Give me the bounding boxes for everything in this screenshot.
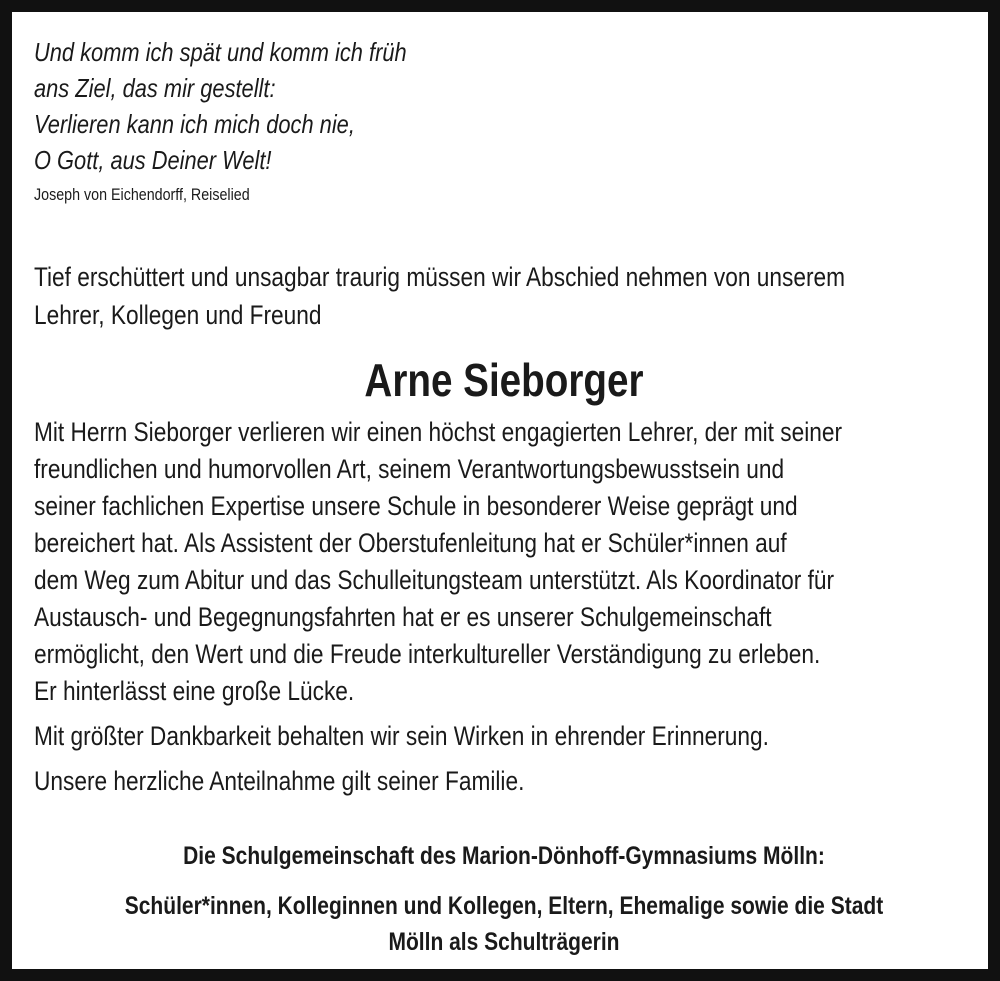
poem-source: Joseph von Eichendorff, Reiselied (34, 185, 250, 204)
poem-line: O Gott, aus Deiner Welt! (34, 145, 272, 175)
deceased-name: Arne Sieborger (364, 354, 644, 406)
poem-line: ans Ziel, das mir gestellt: (34, 73, 276, 103)
tribute-line: dem Weg zum Abitur und das Schulleitungsteam unterstützt. Als Koordinator für (34, 565, 835, 595)
notice-content (34, 34, 884, 960)
gratitude-paragraph (34, 718, 974, 755)
signature-city: Mölln als Schulträgerin (388, 928, 620, 956)
signature-school: Die Schulgemeinschaft des Marion-Dönhoff-Gymnasiums Mölln: (183, 842, 825, 870)
condolence-line: Unsere herzliche Anteilnahme gilt seiner Familie. (34, 766, 525, 796)
tribute-line: ermöglicht, den Wert und die Freude interkultureller Verständigung zu erleben. (34, 639, 821, 669)
intro-text (34, 258, 974, 334)
gratitude-line: Mit größter Dankbarkeit behalten wir sein Wirken in ehrender Erinnerung. (34, 721, 769, 751)
condolence-paragraph (34, 763, 974, 800)
signature-members: Schüler*innen, Kolleginnen und Kollegen, Eltern, Ehemalige sowie die Stadt (124, 892, 884, 920)
intro-line: Tief erschüttert und unsagbar traurig müssen wir Abschied nehmen von unserem (34, 262, 846, 292)
tribute-line: Er hinterlässt eine große Lücke. (34, 676, 355, 706)
intro-line: Lehrer, Kollegen und Freund (34, 300, 322, 330)
tribute-line: bereichert hat. Als Assistent der Oberstufenleitung hat er Schüler*innen auf (34, 528, 787, 558)
tribute-line: seiner fachlichen Expertise unsere Schule in besonderer Weise geprägt und (34, 491, 798, 521)
poem (34, 34, 974, 206)
poem-line: Und komm ich spät und komm ich früh (34, 37, 407, 67)
tribute-line: Mit Herrn Sieborger verlieren wir einen höchst engagierten Lehrer, der mit seiner (34, 417, 843, 447)
tribute-paragraph (34, 414, 974, 710)
notice-inner (34, 34, 974, 960)
tribute-line: freundlichen und humorvollen Art, seinem Verantwortungsbewusstsein und (34, 454, 785, 484)
tribute-line: Austausch- und Begegnungsfahrten hat er es unserer Schulgemeinschaft (34, 602, 772, 632)
poem-line: Verlieren kann ich mich doch nie, (34, 109, 355, 139)
